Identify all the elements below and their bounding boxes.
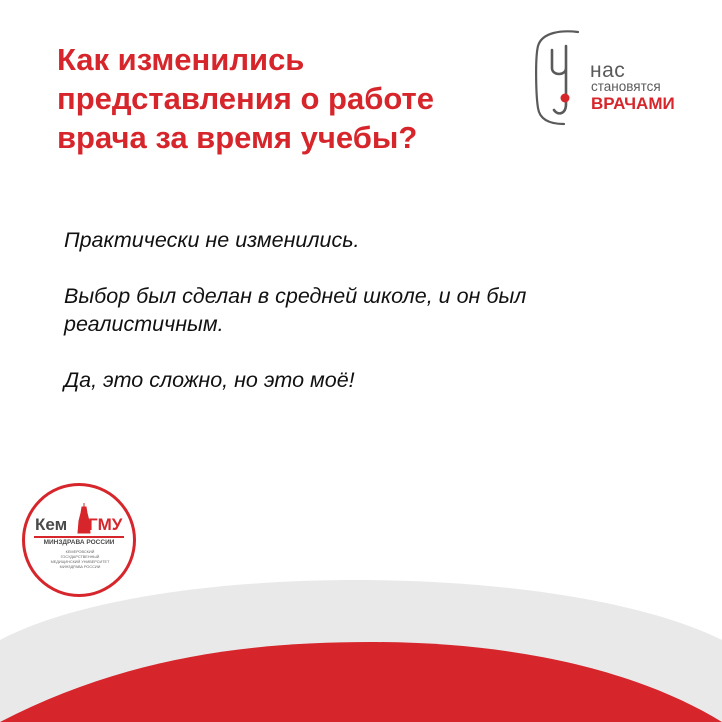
title-line-3: врача за время учебы? [57, 120, 418, 155]
logo-text-subtitle: КЕМЕРОВСКИЙ ГОСУДАРСТВЕННЫЙ МЕДИЦИНСКИЙ УНИВЕРСИТЕТ МИНЗДРАВА РОССИИ [50, 550, 110, 569]
title-line-2: представления о работе [57, 81, 434, 116]
answer-paragraph-2-line-1: Выбор был сделан в средней школе, и он был [64, 284, 527, 308]
page-title [57, 40, 527, 157]
logo-text-minzdrav: МИНЗДРАВА РОССИИ [43, 539, 115, 546]
logo-text-nas: нас [590, 59, 626, 82]
university-logo [22, 483, 136, 597]
answer-paragraph-3: Да, это сложно, но это моё! [64, 368, 355, 392]
logo-text-gmu: ГМУ [88, 515, 123, 534]
answer-text [64, 226, 684, 394]
u-letter-icon [532, 24, 592, 134]
answer-paragraph-1: Практически не изменились. [64, 228, 360, 252]
logo-text-kem: Кем [35, 515, 68, 534]
answer-paragraph-2-line-2: реалистичным. [64, 312, 224, 336]
logo-divider [34, 536, 124, 538]
logo-text-stanovyatsya: становятся [591, 79, 661, 94]
logo-text-vrachami: ВРАЧАМИ [591, 94, 675, 113]
title-line-1: Как изменились [57, 42, 305, 77]
campaign-logo [532, 24, 712, 134]
